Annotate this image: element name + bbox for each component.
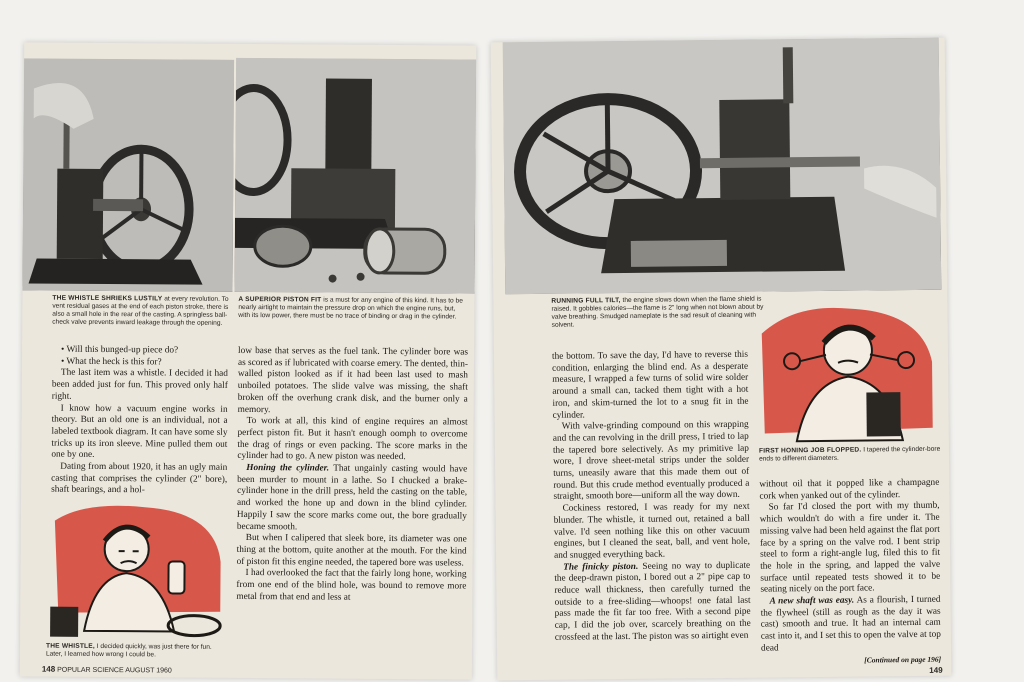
- paragraph: without oil that it popped like a champagne cork when yanked out of the cylinder.: [759, 477, 940, 502]
- left-magazine-page: [20, 42, 476, 679]
- continued-note: [Continued on page 196]: [864, 654, 942, 665]
- running-engine-photo: [503, 38, 942, 295]
- honing-caption-text: I tapered the cylinder-bore ends to different diameters.: [759, 445, 941, 463]
- running-engine-illustration: [503, 38, 942, 295]
- honing-caption: [759, 446, 941, 464]
- running-caption-text: the engine slows down when the flame shield is raised. It gobbles calories—the flame is 2" long when not blown about by valve breathing. Smudged nameplate is the sad result of cleaning with solvent.: [551, 295, 764, 329]
- piston-fit-photo: [234, 58, 476, 294]
- piston-caption-text: is a must for any engine of this kind. It has to be nearly airtight to maintain the pressure drop on which the engine runs, but, with its low power, there must be no trace of binding or drag in the cylinder.: [238, 296, 463, 321]
- whistle-cartoon: [44, 501, 229, 644]
- whistle-caption: [52, 295, 230, 328]
- piston-caption: [238, 296, 468, 322]
- cartoon-caption-label: THE WHISTLE,: [45, 642, 95, 650]
- left-folio: [42, 665, 172, 675]
- paragraph: With valve-grinding compound on this wrapping and the can revolving in the drill press, I tried to lap the tapered bore selectively. As my primitive lap wore, I drove sheet-metal strips under the solder turns, uneasily aware that this made them out of round. But this crude method eventually produced a straight, smooth bore—uniform all the way down.: [552, 419, 750, 503]
- running-caption: [551, 295, 773, 329]
- whistle-engine-photo: [22, 58, 234, 291]
- cartoon-caption-left: [46, 643, 228, 660]
- man-with-whistle-illustration: [44, 501, 229, 644]
- piston-caption-label: A SUPERIOR PISTON FIT: [238, 295, 322, 304]
- paragraph: The last item was a whistle. I decided it had been added just for fun. This proved only half right.: [51, 368, 228, 402]
- honing-caption-label: FIRST HONING JOB FLOPPED.: [758, 446, 862, 455]
- left-column-1: [51, 345, 228, 498]
- honing-cartoon: [755, 292, 939, 444]
- paragraph: I had overlooked the fact that the fairly long hone, working from one end of the blind hole, was bound to remove more metal from that end and less at: [236, 568, 467, 603]
- whistle-caption-label: THE WHISTLE SHRIEKS LUSTILY: [52, 294, 163, 303]
- paragraph: the bottom. To save the day, I'd have to reverse this condition, enlarging the blind end. As a desperate measure, I wrapped a few turns of solid wire solder around a small can, tacked them tight with a hot iron, and skim-turned the lot to a snug fit in the cylinder.: [551, 349, 749, 421]
- paragraph: Seeing no way to duplicate the deep-drawn piston, I bored out a 2" pipe cap to reduce wall thickness, then carefully turned the outside to a free-sliding—whoops! one fatal last pass made the fit far too free. With a second pipe cap, I did the job over, scarcely breathing on the crossfeed at the last. The piston was so airtight even: [554, 560, 751, 643]
- paragraph: Dating from about 1920, it has an ugly main casting that comprises the cylinder (2" bore), shaft bearings, and a hol-: [51, 461, 228, 496]
- paragraph: Cockiness restored, I was ready for my next blunder. The whistle, it turned out, retained a ball valve. I'd seen nothing like this on other vacuum engines, but I cleaned the seat, ball, and vent hole, and snugged everything back.: [553, 501, 750, 561]
- right-column-1: [552, 350, 751, 645]
- paragraph: low base that serves as the fuel tank. The cylinder bore was as scored as if lubricated with coarse emery. The dented, thin-walled piston looked as if it had been last used to mash unboiled potatoes. The slide valve was missing, the shaft broken off the overhung crank disk, and the burner only a memory.: [237, 345, 469, 415]
- paragraph: • What the heck is this for?: [60, 356, 162, 368]
- subhead-finicky: The finicky piston.: [563, 561, 639, 573]
- subhead-shaft: A new shaft was easy.: [769, 595, 855, 607]
- running-caption-label: RUNNING FULL TILT,: [551, 297, 621, 305]
- page-number-left: 148: [41, 664, 56, 674]
- paragraph: To work at all, this kind of engine requires an almost perfect piston fit. But it hasn't enough oomph to overcome the drag of rings or even packing. The score marks in the cylinder had to go. A new piston was needed.: [237, 416, 468, 463]
- whistle-engine-illustration: [22, 58, 234, 291]
- folio-text: POPULAR SCIENCE AUGUST 1960: [57, 666, 172, 675]
- whistle-caption-text: at every revolution. To vent residual gases at the end of each piston stroke, there is also a small hole in the rear of the casting. A springless ball-check valve prevents inward leakage through the opening.: [52, 295, 229, 327]
- right-folio: [929, 666, 942, 675]
- paragraph: I know how a vacuum engine works in theory. But an old one is an individual, not a labeled textbook diagram. It can have some sly tricks up its iron sleeve. Mine pulled them out one by one.: [51, 403, 228, 461]
- right-magazine-page: [491, 38, 952, 681]
- piston-engine-illustration: [234, 58, 476, 294]
- page-number-right: 149: [929, 665, 943, 675]
- left-column-2: [236, 346, 468, 605]
- paragraph: So far I'd closed the port with my thumb, which wouldn't do with a fire under it. The missing valve had been held against the flat port face by a spring on the valve rod. I bent strip steel to form a right-angle lug, filed this to fit the hole in the spring, and lapped the valve surface until repeated tests showed it to be seating nicely on the port face.: [759, 501, 941, 595]
- paragraph: As a flourish, I turned the flywheel (still as rough as the day it was cast) smooth and true. It had an internal cam cast into it, and I set this to open the valve at top dead: [760, 594, 941, 654]
- paragraph: That ungainly casting would have been murder to mount in a lathe. So I chucked a brake-cylinder hone in the drill press, held the casting on the table, and worked the hone up and down in the blind cylinder. Happily I saw the score marks come out, the bore gradually became smooth.: [236, 463, 468, 532]
- paragraph: But when I calipered that sleek bore, its diameter was one thing at the bottom, quite another at the mouth. For the kind of piston fit this engine needed, the tapered bore was useless.: [236, 533, 467, 569]
- subhead-honing: Honing the cylinder.: [246, 463, 330, 474]
- man-with-calipers-illustration: [755, 292, 939, 444]
- right-column-2: [759, 478, 941, 667]
- cartoon-caption-text: I decided quickly, was just there for fun. Later, I learned how wrong I could be.: [45, 642, 212, 659]
- paragraph: • Will this bunged-up piece do?: [61, 344, 179, 356]
